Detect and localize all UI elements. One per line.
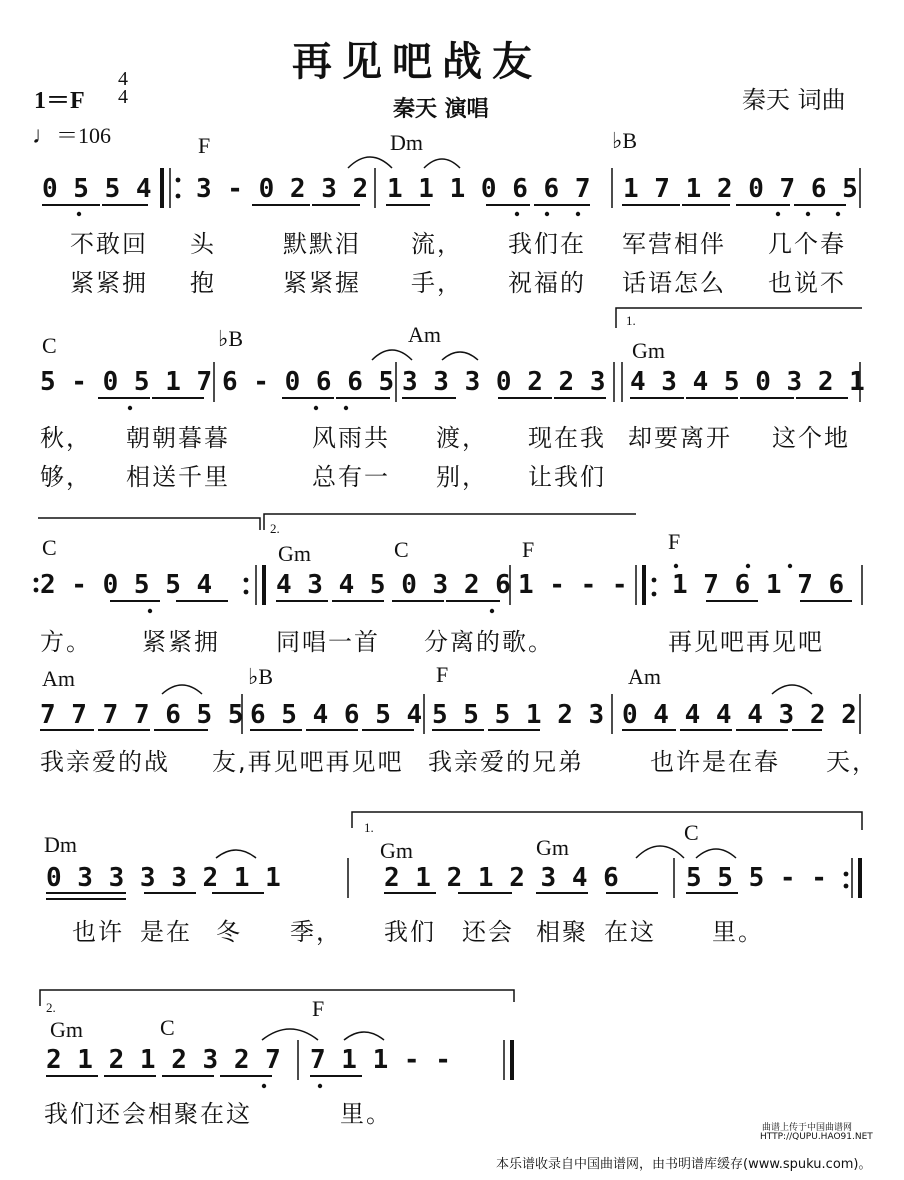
lyric: 几个春 <box>768 230 846 258</box>
volta-bracket <box>616 308 862 328</box>
chord: F <box>198 133 211 158</box>
lyric: 抱 <box>190 269 216 297</box>
volta-bracket <box>264 514 636 530</box>
chord: F <box>668 529 681 554</box>
tempo-value: ＝106 <box>56 123 112 148</box>
measure-notes: 5 5 5 1 2 3 <box>432 700 605 730</box>
chord: Gm <box>632 338 665 363</box>
measure-notes: 6 5 4 6 5 4 <box>250 700 423 730</box>
measure-notes: 1 1 1 0 6 6 7 <box>387 174 591 204</box>
measure-notes: 2 - 0 5 5 4 <box>40 570 213 600</box>
slur <box>262 1029 318 1040</box>
volta-bracket <box>352 812 862 830</box>
site-label: 曲谱上传于中国曲谱网 <box>762 1123 853 1133</box>
lyric: 冬 <box>216 918 242 946</box>
slur <box>696 849 736 858</box>
lyric: 再见吧再见吧 <box>668 628 824 656</box>
lyric: 渡， <box>436 424 488 452</box>
time-numerator: 4 <box>118 68 128 90</box>
lyric: 话语怎么 <box>622 269 726 297</box>
lyric: 我们还会相聚在这 <box>44 1100 252 1128</box>
octave-dots <box>34 178 849 1089</box>
chord: F <box>436 662 449 687</box>
measure-notes: 5 - 0 5 1 7 <box>40 367 213 397</box>
lyric: 风雨共 <box>312 424 390 452</box>
slur <box>162 685 202 694</box>
measure-notes: 2 1 2 1 2 3 4 6 <box>384 863 619 893</box>
measure-notes: 1 - - - <box>518 570 628 600</box>
lyric: 分离的歌。 <box>424 628 554 656</box>
lyric: 方。 <box>40 628 92 656</box>
chord: Gm <box>278 541 311 566</box>
site-url: HTTP://QUPU.HAO91.NET <box>760 1132 873 1142</box>
lyric: 我亲爱的战 <box>40 748 170 776</box>
volta-bracket <box>40 990 514 1006</box>
lyric: 相聚 <box>536 918 588 946</box>
chord: C <box>160 1015 175 1040</box>
chord: Am <box>408 322 441 347</box>
lyric: 是在 <box>140 918 192 946</box>
lyric: 在这 <box>604 918 656 946</box>
lyric: 别， <box>436 463 488 491</box>
chord: Am <box>628 664 661 689</box>
singer-credit: 秦天 演唱 <box>393 97 489 122</box>
lyric: 我亲爱的兄弟 <box>428 748 584 776</box>
measure-notes: 0 4 4 4 4 3 2 2 <box>622 700 857 730</box>
chord: Dm <box>390 130 423 155</box>
chord: Am <box>42 666 75 691</box>
chord: C <box>394 537 409 562</box>
lyric: 秋， <box>40 424 92 452</box>
lyric: 也说不 <box>768 269 846 297</box>
song-title: 再见吧战友 <box>292 39 542 85</box>
lyric: 紧紧握 <box>283 269 361 297</box>
lyric: 也许 <box>72 918 124 946</box>
slur <box>424 159 460 168</box>
chord: F <box>522 537 535 562</box>
measure-notes: 2 1 2 1 2 3 2 7 <box>46 1045 281 1075</box>
source-note: 本乐谱收录自中国曲谱网，由书明谱库缓存(www.spuku.com)。 <box>496 1157 872 1172</box>
composer-credit: 秦天 词曲 <box>742 86 846 114</box>
lyric: 也许是在春 <box>650 748 780 776</box>
lyric: 不敢回 <box>70 230 148 258</box>
measure-notes: 6 - 0 6 6 5 <box>222 367 395 397</box>
measure-notes: 7 7 7 7 6 5 5 <box>40 700 244 730</box>
chord: Dm <box>44 832 77 857</box>
slur <box>216 850 256 858</box>
volta-label: 1. <box>626 313 636 328</box>
lyric: 同唱一首 <box>276 628 380 656</box>
measure-notes: 1 7 1 2 0 7 6 5 <box>623 174 858 204</box>
lyric: 紧紧拥 <box>142 628 220 656</box>
chord: Gm <box>536 835 569 860</box>
lyric: 我们在 <box>508 230 586 258</box>
slur <box>772 685 812 694</box>
chord: C <box>42 333 57 358</box>
measure-notes: 4 3 4 5 0 3 2 6 <box>276 570 511 600</box>
measure-notes: 1 7 6 1 7 6 <box>672 570 845 600</box>
lyric: 现在我 <box>528 424 606 452</box>
lyric: 却要离开 <box>628 424 732 452</box>
lyric: 紧紧拥 <box>70 269 148 297</box>
lyric: 流， <box>411 230 463 258</box>
measure-notes: 5 5 5 - - <box>686 863 827 893</box>
lyric: 头 <box>190 230 216 258</box>
lyric: 让我们 <box>528 463 606 491</box>
volta-label: 2. <box>46 1000 56 1015</box>
lyric: 季， <box>290 918 342 946</box>
slur <box>372 350 412 360</box>
lyric: 友,再见吧再见吧 <box>212 748 404 776</box>
volta-bracket <box>38 518 260 530</box>
measure-notes: 7 1 1 - - <box>310 1045 451 1075</box>
chord: Gm <box>50 1017 83 1042</box>
time-denominator: 4 <box>118 86 128 108</box>
chord: ♭B <box>248 664 274 689</box>
measure-notes: 3 - 0 2 3 2 <box>196 174 369 204</box>
lyric: 朝朝暮暮 <box>126 424 230 452</box>
lyric: 我们 <box>384 918 436 946</box>
beams <box>40 205 852 1076</box>
volta-label: 1. <box>364 820 374 835</box>
key-signature: 1＝F <box>34 88 85 114</box>
lyric: 天， <box>826 748 878 776</box>
slur <box>348 157 392 168</box>
lyric: 里。 <box>712 918 764 946</box>
volta-label: 2. <box>270 521 280 536</box>
chord: ♭B <box>612 128 638 153</box>
lyric: 默默泪 <box>283 230 361 258</box>
lyric: 祝福的 <box>508 269 586 297</box>
chord: C <box>42 535 57 560</box>
measure-notes: 0 5 5 4 <box>42 174 152 204</box>
measure-notes: 3 3 3 0 2 2 3 <box>402 367 606 397</box>
slur <box>442 352 478 360</box>
lyric: 够， <box>40 463 92 491</box>
slur <box>636 846 684 858</box>
measure-notes: 4 3 4 5 0 3 2 1 <box>630 367 865 397</box>
lyric: 总有一 <box>312 463 390 491</box>
lyric: 里。 <box>340 1100 392 1128</box>
lyric: 军营相伴 <box>622 230 726 258</box>
chord: F <box>312 996 325 1021</box>
chord: C <box>684 820 699 845</box>
measure-notes: 0 3 3 3 3 2 1 1 <box>46 863 281 893</box>
slur <box>344 1032 384 1040</box>
quarter-note-icon: ♩ <box>32 123 56 149</box>
lyric: 还会 <box>462 918 514 946</box>
lyric: 这个地 <box>772 424 850 452</box>
lyric: 相送千里 <box>126 463 230 491</box>
chord: Gm <box>380 838 413 863</box>
lyric: 手， <box>411 269 463 297</box>
chord: ♭B <box>218 326 244 351</box>
